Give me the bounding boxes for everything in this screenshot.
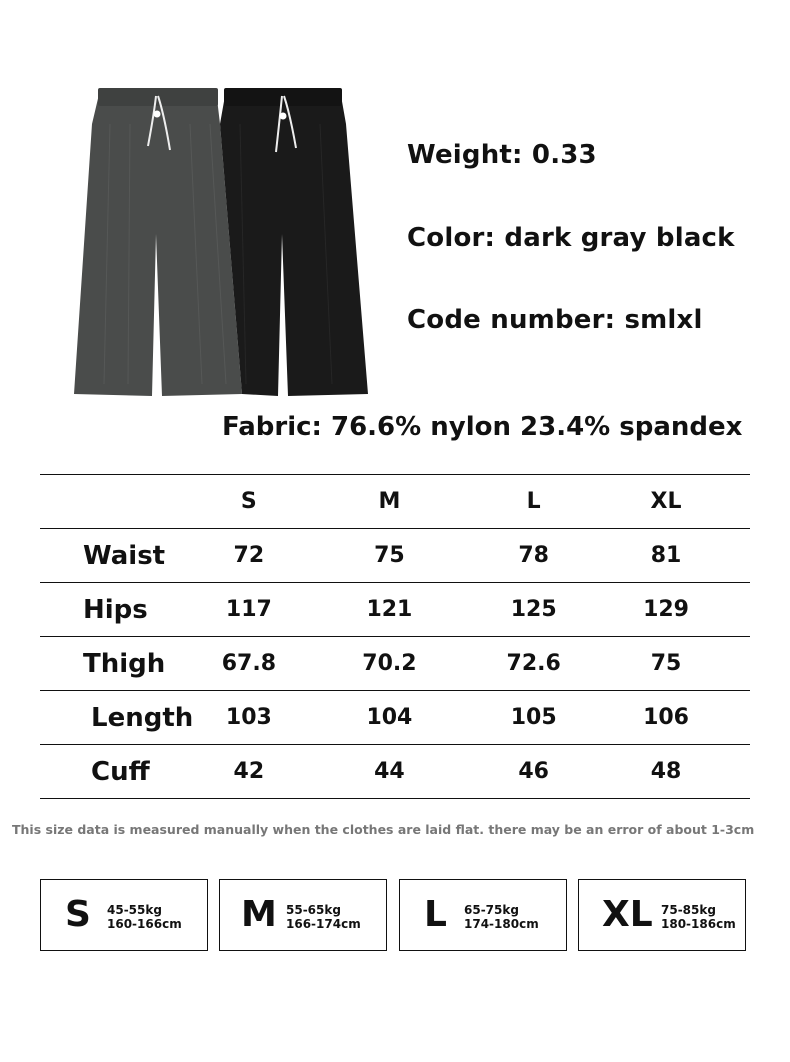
size-range bbox=[464, 903, 539, 931]
size-header: S bbox=[204, 475, 293, 529]
height-range: 174-180cm bbox=[464, 917, 539, 931]
fabric-spec: Fabric: 76.6% nylon 23.4% spandex bbox=[222, 412, 743, 442]
row-label-waist: Waist bbox=[40, 529, 204, 583]
size-header: L bbox=[485, 475, 582, 529]
row-label-hips: Hips bbox=[40, 583, 204, 637]
weight-range: 65-75kg bbox=[464, 903, 519, 917]
product-photo bbox=[70, 84, 375, 402]
dark-gray-pants bbox=[74, 88, 242, 396]
size-header: M bbox=[294, 475, 486, 529]
height-range: 166-174cm bbox=[286, 917, 361, 931]
size-guide-s bbox=[40, 879, 208, 951]
table-cell: 78 bbox=[485, 529, 582, 583]
table-cell: 104 bbox=[294, 691, 486, 745]
weight-range: 55-65kg bbox=[286, 903, 341, 917]
size-guide-l bbox=[399, 879, 567, 951]
table-cell: 81 bbox=[582, 529, 750, 583]
weight-range: 45-55kg bbox=[107, 903, 162, 917]
table-cell: 48 bbox=[582, 745, 750, 799]
table-cell: 106 bbox=[582, 691, 750, 745]
row-label-length: Length bbox=[40, 691, 204, 745]
weight-spec: Weight: 0.33 bbox=[407, 140, 597, 170]
measurement-note: This size data is measured manually when the clothes are laid flat. there may be an error of about 1-3cm bbox=[12, 822, 755, 837]
table-cell: 46 bbox=[485, 745, 582, 799]
table-cell: 121 bbox=[294, 583, 486, 637]
table-cell: 75 bbox=[582, 637, 750, 691]
table-cell: 105 bbox=[485, 691, 582, 745]
code-number-spec: Code number: smlxl bbox=[407, 305, 703, 335]
size-table bbox=[40, 474, 750, 799]
table-cell: 67.8 bbox=[204, 637, 293, 691]
size-letter: XL bbox=[602, 894, 653, 935]
table-cell: 75 bbox=[294, 529, 486, 583]
weight-range: 75-85kg bbox=[661, 903, 716, 917]
table-row bbox=[40, 529, 750, 583]
table-cell: 72.6 bbox=[485, 637, 582, 691]
table-cell: 129 bbox=[582, 583, 750, 637]
color-spec: Color: dark gray black bbox=[407, 223, 735, 253]
size-guide-xl bbox=[578, 879, 746, 951]
height-range: 180-186cm bbox=[661, 917, 736, 931]
table-cell: 44 bbox=[294, 745, 486, 799]
header-blank bbox=[40, 475, 204, 529]
size-letter: M bbox=[241, 894, 277, 935]
table-cell: 42 bbox=[204, 745, 293, 799]
table-row bbox=[40, 583, 750, 637]
row-label-thigh: Thigh bbox=[40, 637, 204, 691]
size-range bbox=[661, 903, 736, 931]
table-cell: 72 bbox=[204, 529, 293, 583]
black-pants bbox=[220, 88, 368, 396]
table-row bbox=[40, 637, 750, 691]
size-guide-m bbox=[219, 879, 387, 951]
size-table-header bbox=[40, 475, 750, 529]
table-row bbox=[40, 745, 750, 799]
table-cell: 125 bbox=[485, 583, 582, 637]
row-label-cuff: Cuff bbox=[40, 745, 204, 799]
size-letter: S bbox=[65, 894, 91, 935]
size-header: XL bbox=[582, 475, 750, 529]
height-range: 160-166cm bbox=[107, 917, 182, 931]
table-row bbox=[40, 691, 750, 745]
table-cell: 117 bbox=[204, 583, 293, 637]
size-letter: L bbox=[424, 894, 447, 935]
table-cell: 103 bbox=[204, 691, 293, 745]
table-cell: 70.2 bbox=[294, 637, 486, 691]
size-range bbox=[107, 903, 182, 931]
size-range bbox=[286, 903, 361, 931]
